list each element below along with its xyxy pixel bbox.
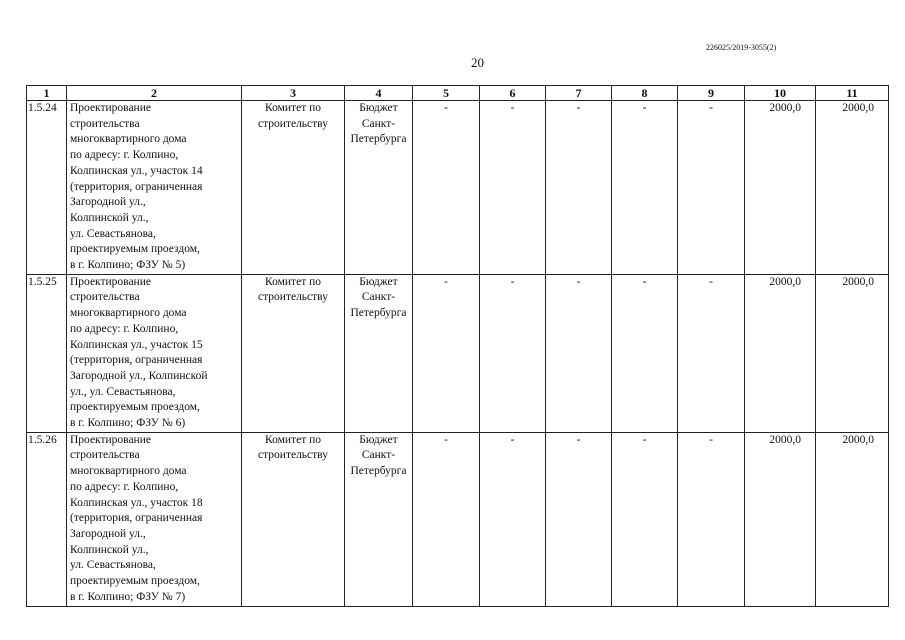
fund-line: Санкт- xyxy=(361,291,396,304)
column-header: 9 xyxy=(678,86,745,101)
column-header: 8 xyxy=(612,86,678,101)
funding-source xyxy=(345,432,413,606)
column-header: 2 xyxy=(67,86,242,101)
total-cell: 2000,0 xyxy=(816,432,889,606)
value-cell: - xyxy=(546,432,612,606)
value-cell: - xyxy=(413,274,480,432)
value-cell: - xyxy=(546,101,612,275)
column-header: 10 xyxy=(745,86,816,101)
responsible-org xyxy=(242,274,345,432)
table-row xyxy=(27,432,889,606)
item-name-line: проектируемым проездом, xyxy=(70,243,200,256)
fund-line: Петербурга xyxy=(350,307,407,320)
column-header: 3 xyxy=(242,86,345,101)
item-number: 1.5.24 xyxy=(27,101,67,275)
value-cell: - xyxy=(612,101,678,275)
item-name-line: по адресу: г. Колпино, xyxy=(70,480,179,493)
total-cell: 2000,0 xyxy=(816,274,889,432)
item-name-line: Проектирование xyxy=(70,102,151,114)
item-name-line: ул., ул. Севастьянова, xyxy=(70,385,176,398)
item-name-line: проектируемым проездом, xyxy=(70,575,200,588)
table-row xyxy=(27,274,889,432)
column-header: 11 xyxy=(816,86,889,101)
value-cell: 2000,0 xyxy=(745,101,816,275)
value-cell: - xyxy=(612,274,678,432)
column-header: 4 xyxy=(345,86,413,101)
item-name xyxy=(67,101,242,275)
responsible-org xyxy=(242,101,345,275)
page-number: 20 xyxy=(471,55,484,70)
item-name-line: многоквартирного дома xyxy=(70,307,187,320)
value-cell: - xyxy=(480,101,546,275)
item-name-line: Проектирование xyxy=(70,275,151,288)
total-cell: 2000,0 xyxy=(816,101,889,275)
item-name-line: по адресу: г. Колпино, xyxy=(70,322,179,335)
org-line: Комитет по xyxy=(265,433,321,446)
value-cell: - xyxy=(678,274,745,432)
item-name-line: Колпинская ул., участок 15 xyxy=(70,338,203,351)
item-name-line: ул. Севастьянова, xyxy=(70,227,156,240)
program-table xyxy=(26,85,889,607)
value-cell: - xyxy=(413,101,480,275)
item-name-line: Загородной ул., xyxy=(70,196,146,209)
document-number: 226025/2019-3055(2) xyxy=(706,43,777,52)
table-row xyxy=(27,101,889,275)
funding-source xyxy=(345,101,413,275)
responsible-org xyxy=(242,432,345,606)
item-number: 1.5.26 xyxy=(27,432,67,606)
item-name-line: в г. Колпино; ФЗУ № 7) xyxy=(70,590,186,603)
funding-source xyxy=(345,274,413,432)
item-name-line: (территория, ограниченная xyxy=(70,512,203,525)
fund-line: Петербурга xyxy=(350,133,407,146)
item-name xyxy=(67,432,242,606)
item-name-line: многоквартирного дома xyxy=(70,465,187,478)
column-header: 7 xyxy=(546,86,612,101)
item-name-line: по адресу: г. Колпино, xyxy=(70,149,179,162)
fund-line: Санкт- xyxy=(361,449,396,462)
item-name-line: Загородной ул., Колпинской xyxy=(70,369,208,382)
value-cell: - xyxy=(678,101,745,275)
value-cell: - xyxy=(546,274,612,432)
item-name-line: строительства xyxy=(70,291,140,304)
value-cell: - xyxy=(480,274,546,432)
fund-line: Бюджет xyxy=(359,433,398,446)
item-name-line: строительства xyxy=(70,449,140,462)
item-name-line: Колпинская ул., участок 18 xyxy=(70,496,203,509)
item-name-line: ул. Севастьянова, xyxy=(70,559,156,572)
item-name-line: Колпинской ул., xyxy=(70,211,149,224)
value-cell: - xyxy=(678,432,745,606)
column-header: 5 xyxy=(413,86,480,101)
fund-line: Петербурга xyxy=(350,465,407,478)
item-name-line: Загородной ул., xyxy=(70,527,146,540)
header-row xyxy=(27,86,889,101)
org-line: строительству xyxy=(258,449,328,462)
fund-line: Бюджет xyxy=(359,102,398,114)
fund-line: Бюджет xyxy=(359,275,398,288)
item-name-line: Проектирование xyxy=(70,433,151,446)
item-name-line: Колпинской ул., xyxy=(70,543,149,556)
org-line: строительству xyxy=(258,291,328,304)
item-name-line: строительства xyxy=(70,117,140,130)
value-cell: - xyxy=(480,432,546,606)
item-name-line: проектируемым проездом, xyxy=(70,401,200,414)
item-name xyxy=(67,274,242,432)
value-cell: - xyxy=(612,432,678,606)
item-name-line: (территория, ограниченная xyxy=(70,354,203,367)
item-name-line: в г. Колпино; ФЗУ № 6) xyxy=(70,417,186,430)
item-name-line: Колпинская ул., участок 14 xyxy=(70,164,203,177)
value-cell: 2000,0 xyxy=(745,274,816,432)
item-name-line: (территория, ограниченная xyxy=(70,180,203,193)
item-name-line: в г. Колпино; ФЗУ № 5) xyxy=(70,259,186,272)
column-header: 1 xyxy=(27,86,67,101)
item-number: 1.5.25 xyxy=(27,274,67,432)
org-line: Комитет по xyxy=(265,102,321,114)
org-line: Комитет по xyxy=(265,275,321,288)
org-line: строительству xyxy=(258,117,328,130)
column-header: 6 xyxy=(480,86,546,101)
value-cell: - xyxy=(413,432,480,606)
item-name-line: многоквартирного дома xyxy=(70,133,187,146)
fund-line: Санкт- xyxy=(361,117,396,130)
value-cell: 2000,0 xyxy=(745,432,816,606)
